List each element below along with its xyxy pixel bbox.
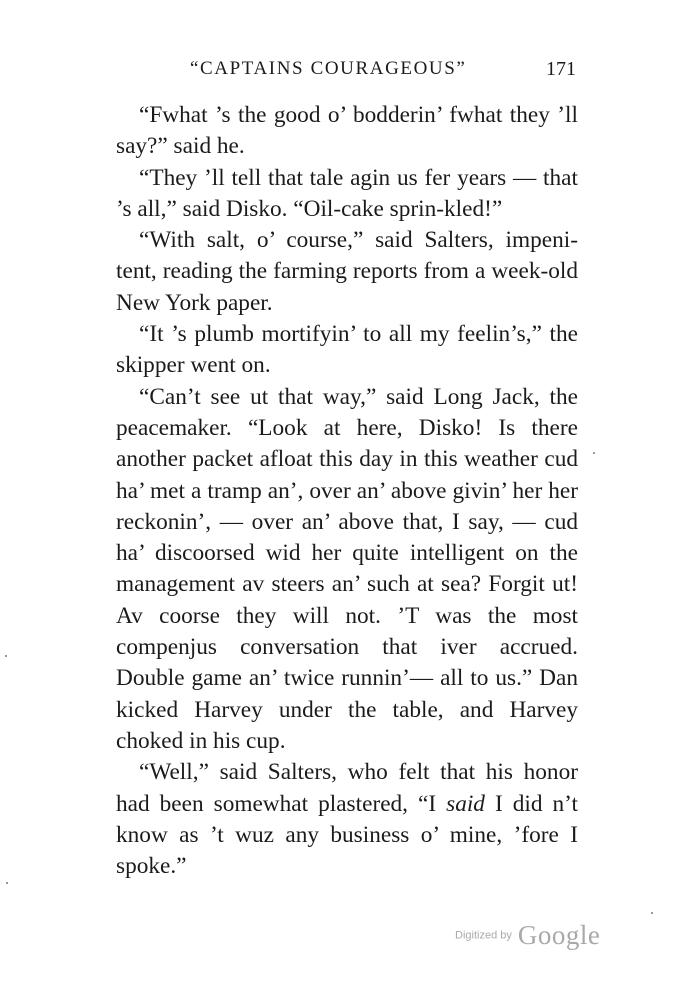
body-text	[116, 100, 578, 882]
paragraph-text: “They ’ll tell that tale agin us fer years — that ’s all,” said Disko. “Oil-cake sprin-kled!”	[116, 164, 578, 222]
paragraph-text: “Fwhat ’s the good o’ bodderin’ fwhat they ’ll say?” said he.	[116, 102, 578, 160]
paragraph	[116, 100, 578, 163]
watermark-prefix: Digitized by	[455, 929, 512, 942]
paragraph-text: “Can’t see ut that way,” said Long Jack, the peacemaker. “Look at here, Disko! Is there another packet afloat this day in this weather cud ha’ met a tramp an’, over an’ above givin’ her her reckonin’, — over an’ above that, I say, — cud ha’ discoorsed wid her quite intelligent on the management av steers an’ such at sea? Forgit ut! Av coorse they will not. ’T was the most compenjus conversation that iver accrued. Double game an’ twice runnin’— all to us.” Dan kicked Harvey under the table, and Harvey choked in his cup.	[116, 383, 578, 754]
paragraph-text: “With salt, o’ course,” said Salters, impeni-tent, reading the farming reports from a week-old New York paper.	[116, 227, 578, 316]
scan-speck	[6, 882, 8, 884]
paragraph-text: “It ’s plumb mortifyin’ to all my feelin’s,” the skipper went on.	[116, 321, 578, 379]
watermark-brand: Google	[517, 920, 601, 950]
digitized-by-google-watermark	[455, 920, 600, 951]
page-number: 171	[546, 58, 576, 80]
paragraph	[116, 319, 578, 382]
paragraph	[116, 382, 578, 758]
italic-emphasis: said	[446, 790, 485, 817]
paragraph-text: “Well,” said Salters, who felt that his honor had been somewhat plastered, “I	[116, 759, 578, 817]
paragraph-text: I did n’t know as ’t wuz any business o’ mine, ’fore I spoke.”	[116, 790, 578, 880]
running-title: “CAPTAINS COURAGEOUS”	[190, 58, 467, 79]
paragraph	[116, 757, 578, 882]
running-head	[0, 50, 689, 80]
scan-speck	[651, 912, 653, 914]
scan-speck	[593, 452, 595, 454]
paragraph	[116, 163, 578, 226]
paragraph	[116, 225, 578, 319]
scan-speck	[5, 655, 7, 657]
